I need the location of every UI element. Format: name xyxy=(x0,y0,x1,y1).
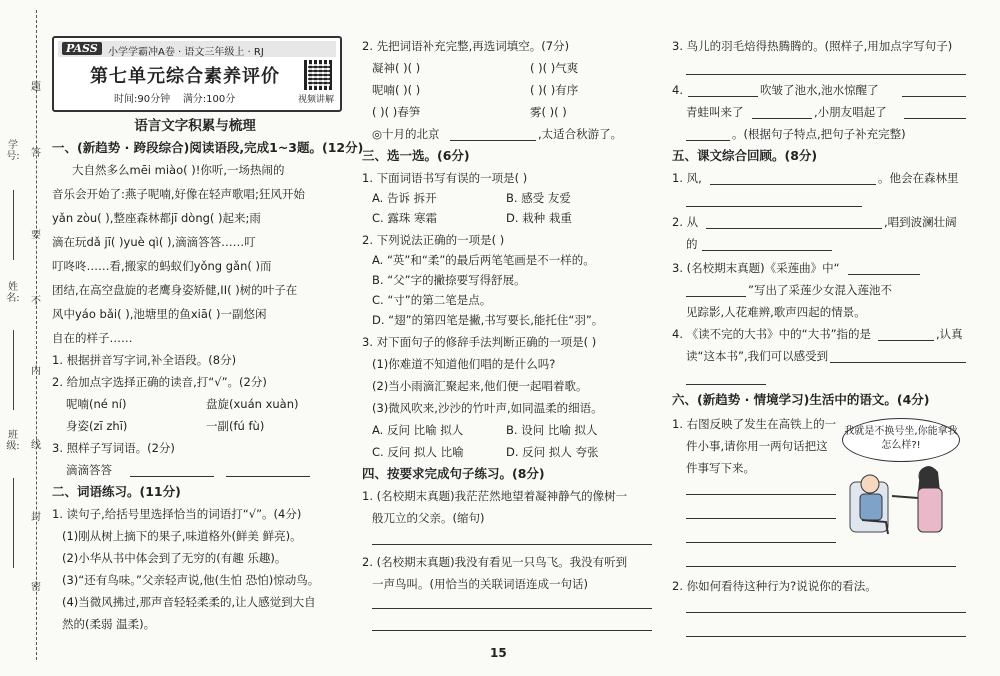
binding-margin xyxy=(0,0,48,676)
section-2-title: 二、词语练习。(11分) xyxy=(52,484,181,499)
train-seat-illustration xyxy=(846,462,956,540)
option[interactable]: C. 反问 拟人 比喻 xyxy=(372,445,464,459)
binding-char: 不 xyxy=(31,296,41,307)
choice-sentence[interactable]: (4)当微风拂过,那声音轻轻柔柔的,让人感觉到大自 xyxy=(62,595,316,609)
binding-dashed-line xyxy=(36,10,37,660)
option[interactable]: B. “父”字的撇捺要写得舒展。 xyxy=(372,273,526,287)
video-explain-link[interactable]: 视频讲解 xyxy=(297,95,334,105)
word-fill[interactable]: 呢喃( )( ) xyxy=(372,83,421,97)
recall-question: ,唱到波澜壮阔 xyxy=(884,215,957,229)
life-question: 件小事,请你用一两句话把这 xyxy=(686,439,828,453)
recall-question: 读“这本书”,我们可以感受到 xyxy=(686,349,829,363)
part-title: 语言文字积累与梳理 xyxy=(134,118,256,134)
life-question: 1. 右图反映了发生在高铁上的一 xyxy=(672,417,837,431)
sentence-question: 2. (名校期末真题)我没有看见一只鸟飞。我没有听到 xyxy=(362,555,628,569)
binding-char: 要 xyxy=(31,230,41,241)
life-question-2: 2. 你如何看待这种行为?说说你的看法。 xyxy=(672,579,877,593)
example-word: 滴滴答答 xyxy=(66,463,112,477)
fill-sentence-prefix: ◎十月的北京 xyxy=(372,127,440,141)
page-number: 15 xyxy=(490,646,507,660)
rhetoric-sentence: (3)微风吹来,沙沙的竹叶声,如同温柔的细语。 xyxy=(372,401,603,415)
exam-title: 第七单元综合素养评价 xyxy=(90,66,280,87)
recall-question: ”写出了采莲少女混入莲池不 xyxy=(748,283,892,297)
answer-line[interactable] xyxy=(686,518,836,519)
answer-line[interactable] xyxy=(686,636,966,637)
answer-line[interactable] xyxy=(686,612,966,613)
recall-question: 4. 《读不完的大书》中的“大书”指的是 xyxy=(672,327,872,341)
binding-char: 内 xyxy=(31,366,41,377)
pinyin-choice[interactable]: 身姿(zī zhī) xyxy=(66,419,128,433)
section-3-title: 三、选一选。(6分) xyxy=(362,148,470,163)
answer-blank[interactable] xyxy=(226,476,310,477)
answer-line[interactable] xyxy=(372,630,652,631)
answer-blank[interactable] xyxy=(878,340,934,341)
answer-blank[interactable] xyxy=(450,140,536,141)
section-2-question-1: 1. 读句子,给括号里选择恰当的词语打“√”。(4分) xyxy=(52,507,302,521)
word-fill[interactable]: 雾( )( ) xyxy=(530,105,567,119)
binding-char: 题 xyxy=(31,82,41,93)
qr-code-icon[interactable] xyxy=(304,60,334,90)
option[interactable]: C. “寸”的第二笔是点。 xyxy=(372,293,492,307)
option[interactable]: D. 反问 拟人 夸张 xyxy=(506,445,599,459)
life-question: 件事写下来。 xyxy=(686,461,755,475)
rhetoric-sentence: (2)当小雨滴汇聚起来,他们便一起唱着歌。 xyxy=(372,379,588,393)
question-4-text: 。(根据句子特点,把句子补充完整) xyxy=(732,127,906,141)
answer-blank[interactable] xyxy=(902,96,966,97)
recall-question: 3. (名校期末真题)《采莲曲》中“ xyxy=(672,261,840,275)
class-line[interactable] xyxy=(13,478,14,568)
choice-sentence[interactable]: (3)“还有鸟味。”父亲轻声说,他(生怕 恐怕)惊动鸟。 xyxy=(62,573,320,587)
section-6-title: 六、(新趋势 · 情境学习)生活中的语文。(4分) xyxy=(672,392,930,407)
option[interactable]: D. “翅”的第四笔是撇,书写要长,能托住“羽”。 xyxy=(372,313,604,327)
answer-blank[interactable] xyxy=(686,384,766,385)
word-fill[interactable]: ( )( )春笋 xyxy=(372,105,421,119)
fill-sentence-suffix: ,太适合秋游了。 xyxy=(538,127,623,141)
answer-blank[interactable] xyxy=(686,206,862,207)
answer-blank[interactable] xyxy=(830,362,966,363)
answer-blank[interactable] xyxy=(702,250,832,251)
passage-line: 自在的样子…… xyxy=(52,331,133,345)
question-4-text: ,小朋友唱起了 xyxy=(814,105,887,119)
recall-question: 。他会在森林里 xyxy=(878,171,959,185)
section-1-title: 一、(新趋势 · 跨段综合)阅读语段,完成1~3题。(12分) xyxy=(52,140,364,155)
question-3: 3. 鸟儿的羽毛焙得热腾腾的。(照样子,用加点字写句子) xyxy=(672,39,953,53)
passage-line: 音乐会开始了:燕子呢喃,好像在轻声歌唱;狂风开始 xyxy=(52,187,305,201)
recall-question: 2. 从 xyxy=(672,215,699,229)
answer-blank[interactable] xyxy=(848,274,920,275)
student-id-label: 学号: xyxy=(6,140,20,162)
question-4-label: 4. xyxy=(672,83,683,97)
class-label: 班级: xyxy=(6,430,20,452)
word-fill[interactable]: ( )( )有序 xyxy=(530,83,579,97)
name-label: 姓名: xyxy=(6,282,20,304)
answer-line[interactable] xyxy=(686,74,966,75)
recall-question: 1. 风, xyxy=(672,171,702,185)
option[interactable]: A. 反问 比喻 拟人 xyxy=(372,423,464,437)
exam-header xyxy=(52,36,342,112)
word-fill[interactable]: 凝神( )( ) xyxy=(372,61,421,75)
passage-line: yǎn zòu( ),整座森林都jī dòng( )起来;雨 xyxy=(52,211,261,225)
choice-sentence[interactable]: (1)刚从树上摘下的果子,味道格外(鲜美 鲜亮)。 xyxy=(62,529,302,543)
rhetoric-sentence: (1)你难道不知道他们唱的是什么吗? xyxy=(372,357,556,371)
sentence-question: 1. (名校期末真题)我茫茫然地望着凝神静气的像树一 xyxy=(362,489,628,503)
question-1: 1. 根据拼音写字词,补全语段。(8分) xyxy=(52,353,237,367)
pinyin-choice[interactable]: 呢喃(né ní) xyxy=(66,397,127,411)
option[interactable]: A. “英”和“柔”的最后两笔笔画是不一样的。 xyxy=(372,253,595,267)
answer-blank[interactable] xyxy=(706,228,882,229)
answer-blank[interactable] xyxy=(904,118,966,119)
header-banner xyxy=(58,41,336,57)
answer-blank[interactable] xyxy=(686,296,746,297)
answer-blank[interactable] xyxy=(710,184,876,185)
binding-char: 封 xyxy=(31,512,41,523)
section-3-question-2: 2. 下列说法正确的一项是( ) xyxy=(362,233,505,247)
speech-bubble: 我就是不换号坐,你能拿我怎么样?! xyxy=(842,418,960,462)
word-fill[interactable]: ( )( )气爽 xyxy=(530,61,579,75)
sentence-question: 一声鸟叫。(用恰当的关联词语连成一句话) xyxy=(372,577,588,591)
student-id-line[interactable] xyxy=(13,190,14,260)
option[interactable]: B. 设问 比喻 拟人 xyxy=(506,423,598,437)
passage-line: 风中yáo bǎi( ),池塘里的鱼xiā( )一副悠闲 xyxy=(52,307,267,321)
option[interactable]: B. 感受 友爱 xyxy=(506,191,571,205)
option[interactable]: C. 露珠 寒霜 xyxy=(372,211,437,225)
pass-logo: PASS xyxy=(62,42,102,55)
section-5-title: 五、课文综合回顾。(8分) xyxy=(672,148,818,163)
answer-blank[interactable] xyxy=(752,118,812,119)
exam-meta xyxy=(114,90,235,105)
choice-sentence[interactable]: 然的(柔弱 温柔)。 xyxy=(62,617,156,631)
choice-sentence[interactable]: (2)小华从书中体会到了无穷的(有趣 乐趣)。 xyxy=(62,551,287,565)
question-2: 2. 给加点字选择正确的读音,打“√”。(2分) xyxy=(52,375,267,389)
full-score: 满分:100分 xyxy=(182,94,236,105)
answer-blank[interactable] xyxy=(686,140,730,141)
option[interactable]: A. 告诉 拆开 xyxy=(372,191,437,205)
passage-line: 叮咚咚……看,搬家的蚂蚁们yǒng gǎn( )而 xyxy=(52,259,272,273)
passage-line: 团结,在高空盘旋的老鹰身姿矫健,II( )树的叶子在 xyxy=(52,283,298,297)
section-4-title: 四、按要求完成句子练习。(8分) xyxy=(362,466,545,481)
answer-line[interactable] xyxy=(372,608,652,609)
question-3: 3. 照样子写词语。(2分) xyxy=(52,441,175,455)
answer-blank[interactable] xyxy=(688,96,758,97)
sentence-question: 般兀立的父亲。(缩句) xyxy=(372,511,485,525)
option[interactable]: D. 栽种 栽重 xyxy=(506,211,572,225)
answer-blank[interactable] xyxy=(130,476,214,477)
recall-question: 见踪影,人花难辨,歌声四起的情景。 xyxy=(686,305,866,319)
recall-question: ,认真 xyxy=(936,327,963,341)
answer-line[interactable] xyxy=(686,494,836,495)
series-title: 小学学霸冲A卷 · 语文三年级上 · RJ xyxy=(108,47,264,58)
passage-line: 大自然多么mēi miào( )!你听,一场热闹的 xyxy=(72,163,285,177)
passage-line: 滴在玩dǎ jī( )yuè qì( ),滴滴答答……叮 xyxy=(52,235,256,249)
answer-line[interactable] xyxy=(686,542,836,543)
question-4-text: 吹皱了池水,池水惊醒了 xyxy=(760,83,879,97)
name-line[interactable] xyxy=(13,330,14,410)
answer-line[interactable] xyxy=(686,566,956,567)
pinyin-choice[interactable]: 盘旋(xuán xuàn) xyxy=(206,397,299,411)
question-4-text: 青蛙叫来了 xyxy=(686,105,744,119)
binding-char: 线 xyxy=(31,440,41,451)
time-limit: 时间:90分钟 xyxy=(114,94,171,105)
pinyin-choice[interactable]: 一副(fú fù) xyxy=(206,419,265,433)
binding-char: 密 xyxy=(31,582,41,593)
answer-line[interactable] xyxy=(372,544,652,545)
section-3-question-3: 3. 对下面句子的修辞手法判断正确的一项是( ) xyxy=(362,335,597,349)
seated-man-icon xyxy=(861,475,879,493)
section-3-question-1: 1. 下面词语书写有误的一项是( ) xyxy=(362,171,528,185)
recall-question: 的 xyxy=(686,237,698,251)
binding-char: 答 xyxy=(31,148,41,159)
question-fill-words: 2. 先把词语补充完整,再选词填空。(7分) xyxy=(362,39,570,53)
